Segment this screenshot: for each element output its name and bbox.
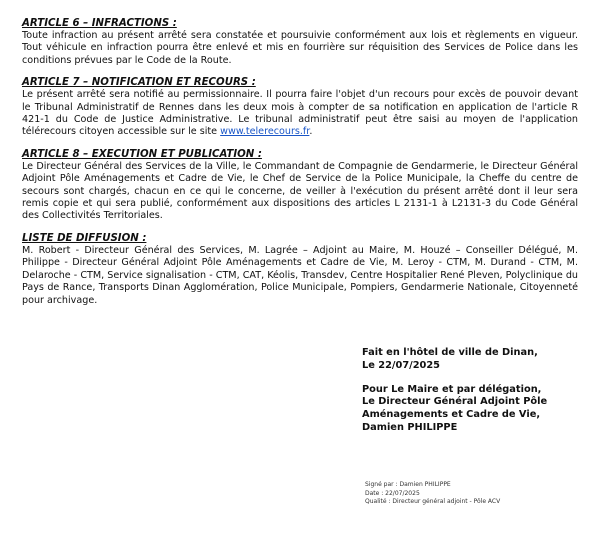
electronic-signature-stamp [365,481,565,507]
article-8-text: Le Directeur Général des Services de la Ville, le Commandant de Compagnie de Gendarmerie, le Directeur Général Adjoint Pôle Aménagements et Cadre de Vie, le Chef de Service de la Police Municipale, la Cheffe du centre de secours sont chargés, chacun en ce qui le concerne, de veiller à l'exécution du présent arrêté dont il leur sera remis copie et qui sera publié, conformément aux dispositions des articles L 2131-1 à L2131-3 du Code Général des Collectivités Territoriales. [22,160,578,222]
article-6 [22,17,578,67]
document-body [22,17,578,316]
stamp-signed-by: Signé par : Damien PHILIPPE [365,481,451,488]
stamp-quality: Qualité : Directeur général adjoint - Pôle ACV [365,498,501,505]
article-6-text: Toute infraction au présent arrêté sera constatée et poursuivie conformément aux lois et règlements en vigueur. Tout véhicule en infraction pourra être enlevé et mis en fourrière sur réquisition des Services de Police dans les conditions prévues par le Code de la Route. [22,30,578,66]
article-8 [22,148,578,223]
article-8-heading: ARTICLE 8 – EXECUTION ET PUBLICATION : [22,148,262,160]
article-7-heading: ARTICLE 7 – NOTIFICATION ET RECOURS : [22,77,256,89]
signature-name: Damien PHILIPPE [362,421,458,433]
signature-delegation [362,384,582,435]
article-6-heading: ARTICLE 6 – INFRACTIONS : [22,18,177,29]
telerecours-link[interactable]: www.telerecours.fr [220,126,310,138]
stamp-date: Date : 22/07/2025 [365,489,420,497]
signature-line-3: Aménagements et Cadre de Vie, [362,409,541,421]
signature-line-2: Le Directeur Général Adjoint Pôle [362,396,548,408]
signature-place-date [362,347,582,373]
article-7 [22,76,578,139]
signature-place: Fait en l'hôtel de ville de Dinan, [362,347,538,358]
signature-line-1: Pour Le Maire et par délégation, [362,383,542,395]
article-7-text [22,89,578,139]
article-7-text-end: . [309,126,313,138]
distribution-list-heading: LISTE DE DIFFUSION : [22,232,147,244]
signature-date: Le 22/07/2025 [362,359,440,371]
distribution-list [22,232,578,307]
signature-block [362,347,582,446]
distribution-list-text: M. Robert - Directeur Général des Services, M. Lagrée – Adjoint au Maire, M. Houzé – Conseiller Délégué, M. Philippe - Directeur Général Adjoint Pôle Aménagements et Cadre de Vie, M. Leroy - CTM, M. Durand - CTM, M. Delaroche - CTM, Service signalisation - CTM, CAT, Kéolis, Transdev, Centre Hospitalier René Pleven, Polyclinique du Pays de Rance, Transports Dinan Agglomération, Police Municipale, Pompiers, Gendarmerie Nationale, Citoyenneté pour archivage. [22,244,578,306]
article-7-text-body: Le présent arrêté sera notifié au permissionnaire. Il pourra faire l'objet d'un recours pour excès de pouvoir devant le Tribunal Administratif de Rennes dans les deux mois à compter de sa notification en application de l'article R 421-1 du Code de Justice Administrative. Le tribunal administratif peut être saisi au moyen de l'application télérecours citoyen accessible sur le site [22,89,578,138]
